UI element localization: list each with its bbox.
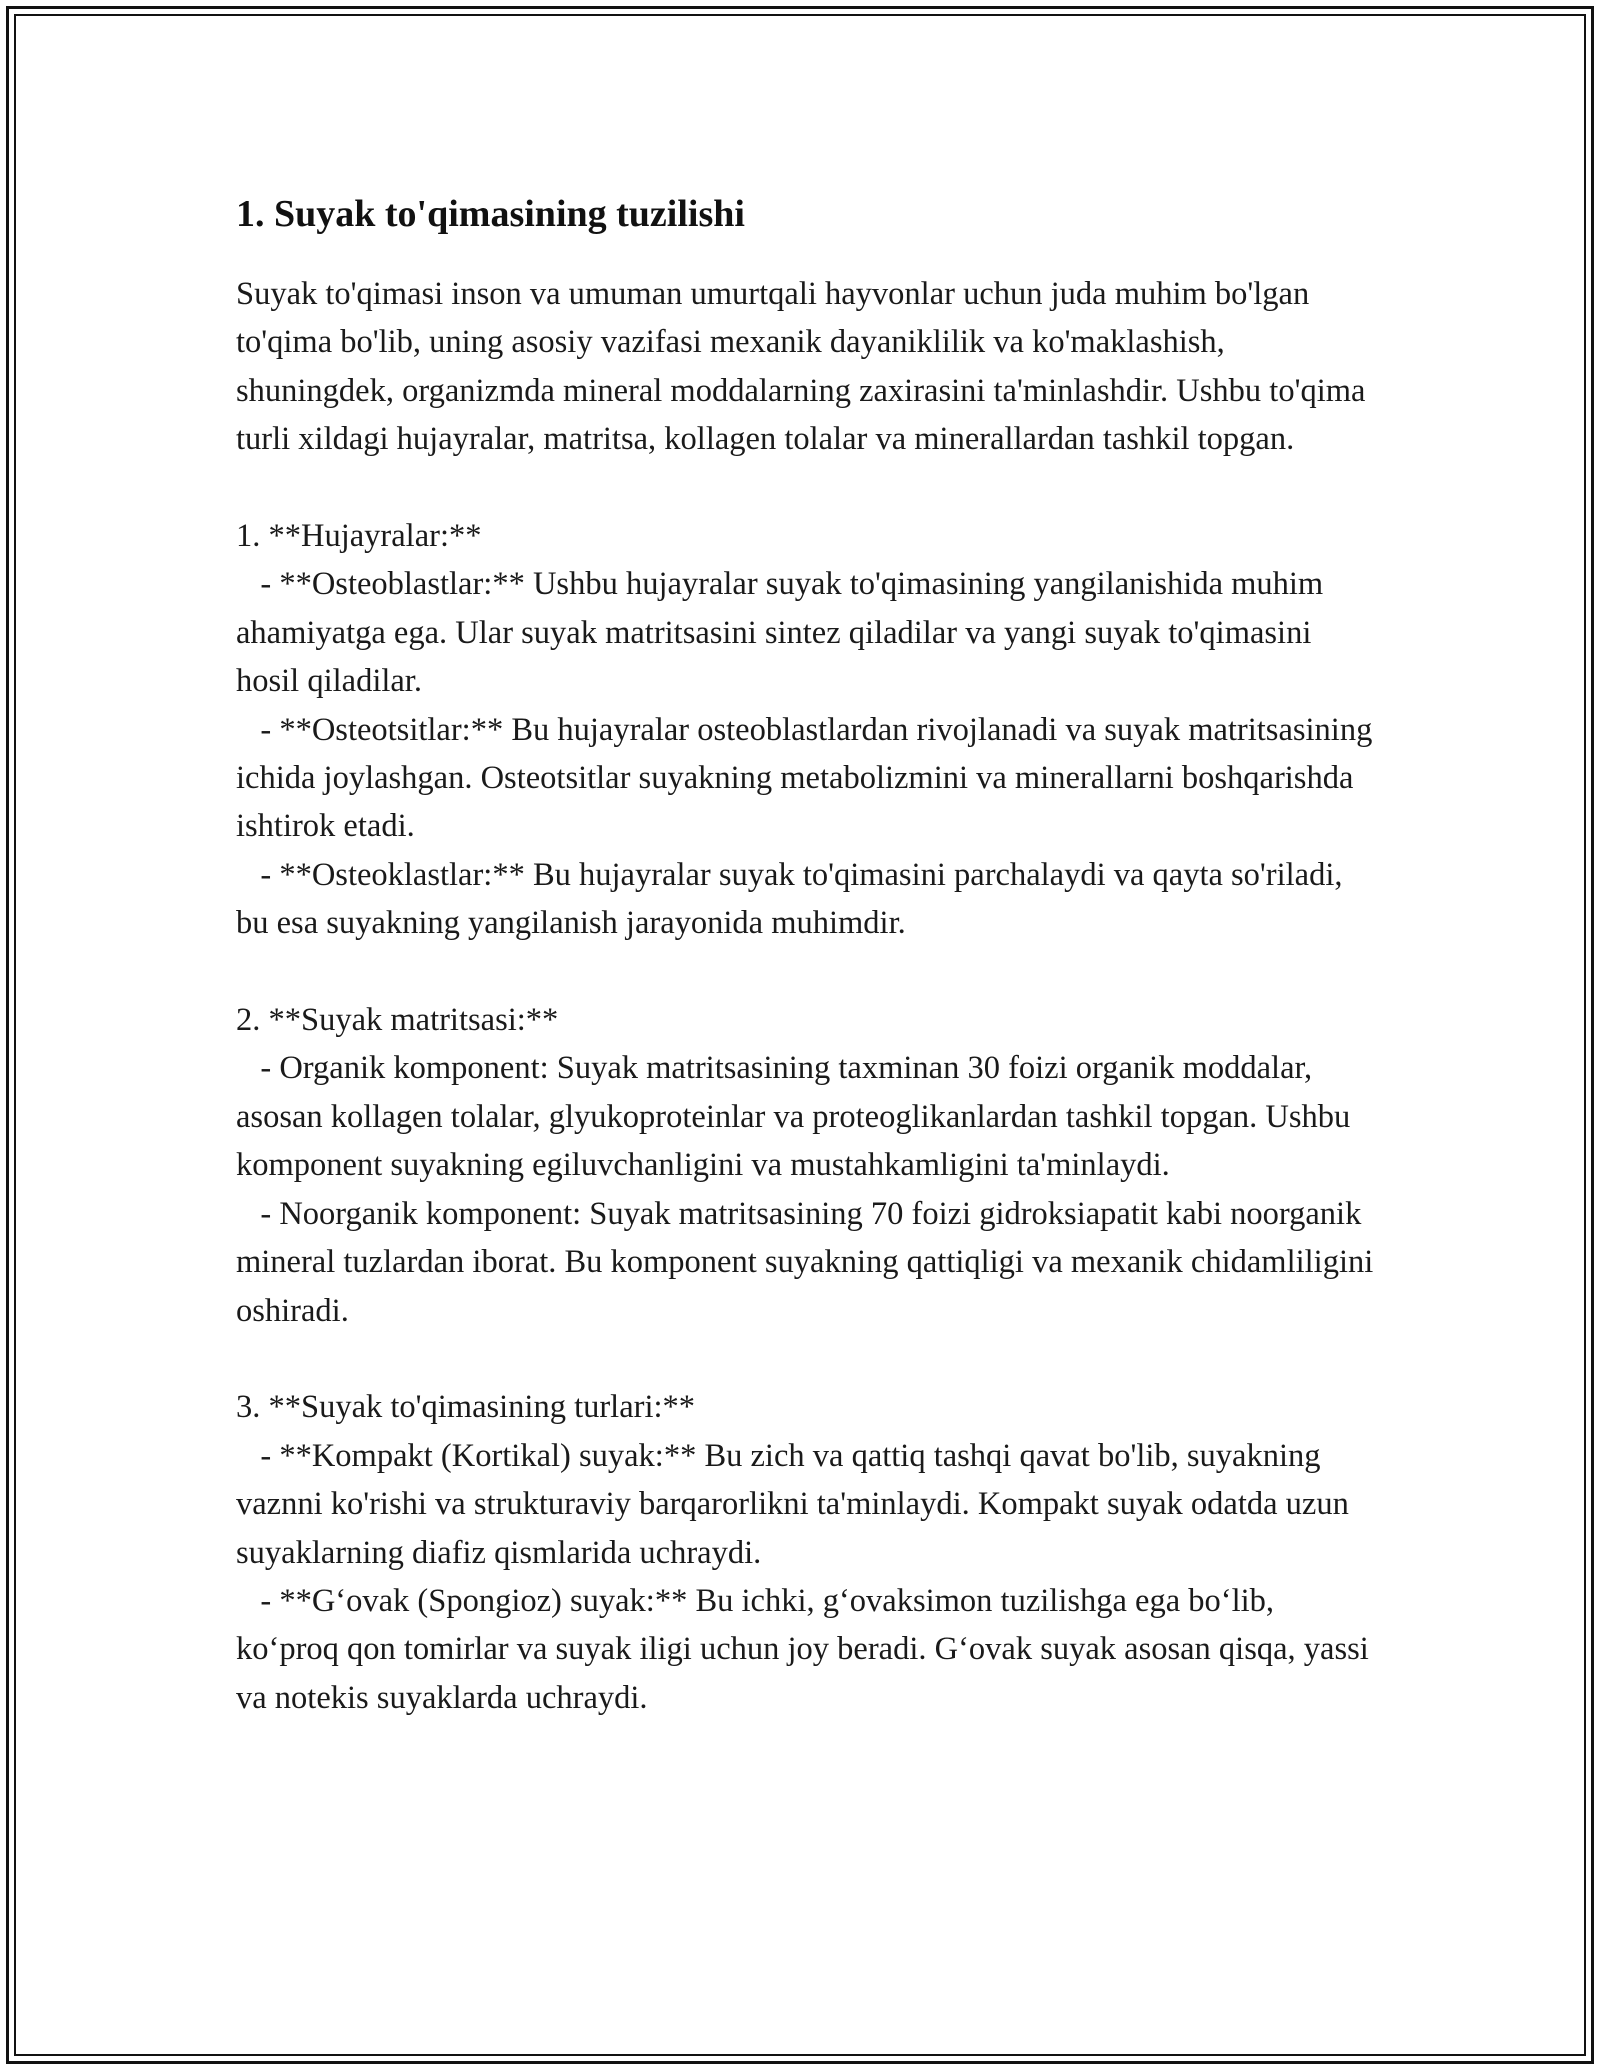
section-cells: 1. **Hujayralar:** - **Osteoblastlar:** Ushbu hujayralar suyak to'qimasining yangilanishida muhim ahamiyatga ega. Ular suyak matritsasini sintez qiladilar va yangi suyak to'qimasini hosil qiladilar. - **Osteotsitlar:** Bu hujayralar osteoblastlardan rivojlanadi va suyak matritsasining ichida joylashgan. Osteotsitlar suyakning metabolizmini va minerallarni boshqarishda ishtirok etadi. - **Osteoklastlar:** Bu hujayralar suyak to'qimasini parchalaydi va qayta so'riladi, bu esa suyakning yangilanish jarayonida muhimdir. bbox=[236, 518, 1373, 942]
document-body bbox=[236, 190, 1376, 1722]
intro-paragraph: Suyak to'qimasi inson va umuman umurtqali hayvonlar uchun juda muhim bo'lgan to'qima bo'lib, uning asosiy vazifasi mexanik dayaniklilik va ko'maklashish, shuningdek, organizmda mineral moddalarning zaxirasini ta'minlashdir. Ushbu to'qima turli xildagi hujayralar, matritsa, kollagen tolalar va minerallardan tashkil topgan. bbox=[236, 276, 1366, 458]
document-title: 1. Suyak to'qimasining tuzilishi bbox=[236, 193, 745, 235]
section-bone-types: 3. **Suyak to'qimasining turlari:** - **Kompakt (Kortikal) suyak:** Bu zich va qattiq tashqi qavat bo'lib, suyakning vaznni ko'rishi va strukturaviy barqarorlikni ta'minlaydi. Kompakt suyak odatda uzun suyaklarning diafiz qismlarida uchraydi. - **G‘ovak (Spongioz) suyak:** Bu ichki, g‘ovaksimon tuzilishga ega bo‘lib, ko‘proq qon tomirlar va suyak iligi uchun joy beradi. G‘ovak suyak asosan qisqa, yassi va notekis suyaklarda uchraydi. bbox=[236, 1389, 1369, 1716]
section-matrix: 2. **Suyak matritsasi:** - Organik komponent: Suyak matritsasining taxminan 30 foizi organik moddalar, asosan kollagen tolalar, glyukoproteinlar va proteoglikanlardan tashkil topgan. Ushbu komponent suyakning egiluvchanligini va mustahkamligini ta'minlaydi. - Noorganik komponent: Suyak matritsasining 70 foizi gidroksiapatit kabi noorganik mineral tuzlardan iborat. Bu komponent suyakning qattiqligi va mexanik chidamliligini oshiradi. bbox=[236, 1002, 1374, 1329]
